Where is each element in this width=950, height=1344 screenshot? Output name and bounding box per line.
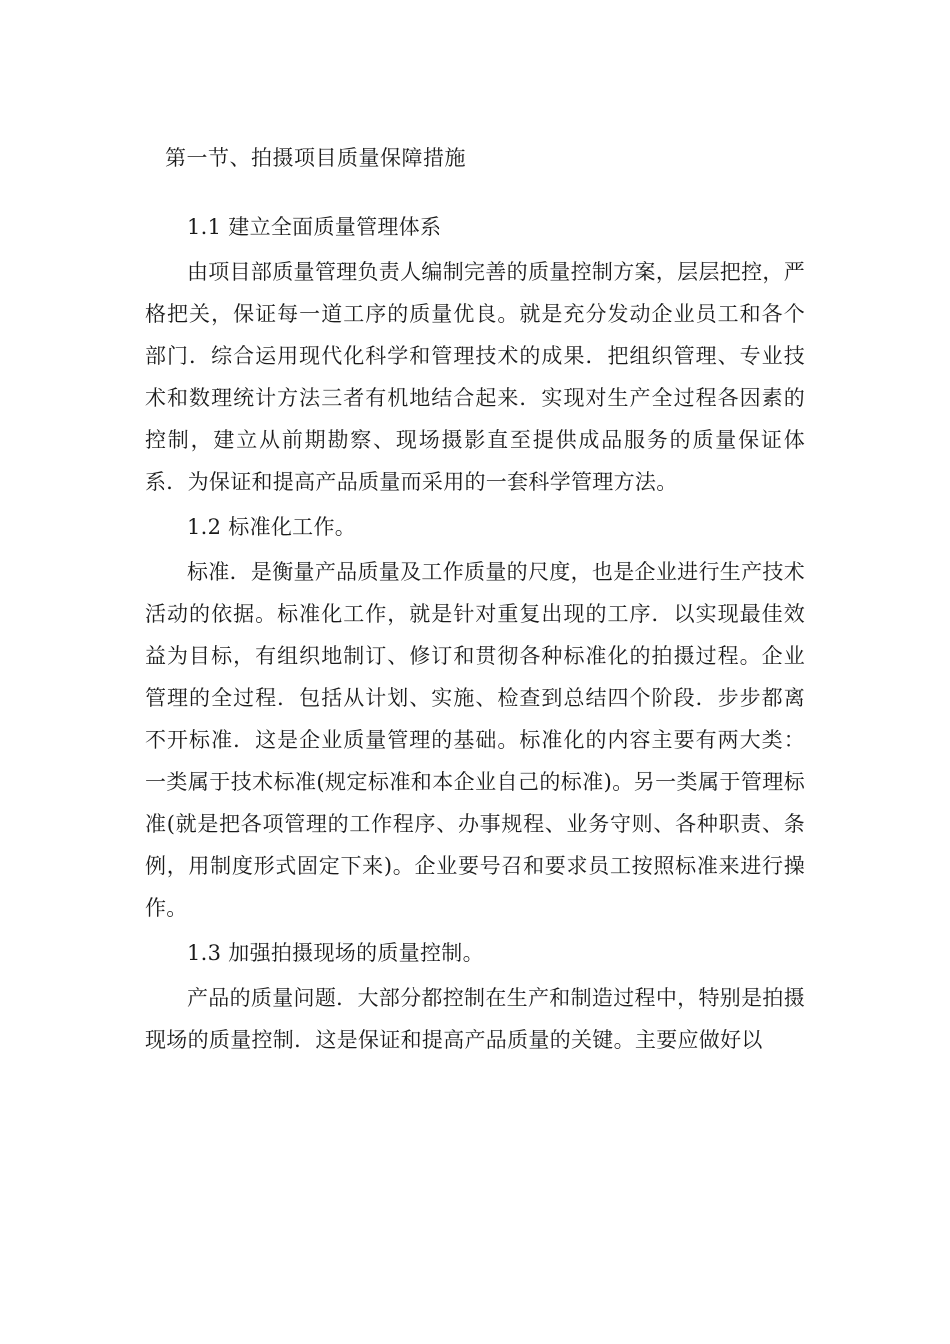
paragraph-1-2: 标准．是衡量产品质量及工作质量的尺度，也是企业进行生产技术活动的依据。标准化工作，就是针对重复出现的工序．以实现最佳效益为目标，有组织地制订、修订和贯彻各种标准化的拍摄过程。企业管理的全过程．包括从计划、实施、检查到总结四个阶段．步步都离不开标准．这是企业质量管理的基础。标准化的内容主要有两大类：一类属于技术标准(规定标准和本企业自己的标准)。另一类属于管理标准(就是把各项管理的工作程序、办事规程、业务守则、各种职责、条例，用制度形式固定下来)。企业要号召和要求员工按照标准来进行操作。: [145, 560, 805, 920]
paragraph-1-3: 产品的质量问题．大部分都控制在生产和制造过程中，特别是拍摄现场的质量控制．这是保证和提高产品质量的关键。主要应做好以: [145, 986, 805, 1052]
subsection-heading-1-3: 1.3 加强拍摄现场的质量控制。: [187, 941, 484, 965]
subsection-heading-1-1: 1.1 建立全面质量管理体系: [187, 215, 442, 239]
paragraph-1-1: 由项目部质量管理负责人编制完善的质量控制方案，层层把控，严格把关，保证每一道工序的质量优良。就是充分发动企业员工和各个部门．综合运用现代化科学和管理技术的成果．把组织管理、专业技术和数理统计方法三者有机地结合起来．实现对生产全过程各因素的控制，建立从前期勘察、现场摄影直至提供成品服务的质量保证体系．为保证和提高产品质量而采用的一套科学管理方法。: [145, 260, 805, 494]
document-body: [145, 206, 805, 1061]
section-title: 第一节、拍摄项目质量保障措施: [165, 146, 466, 170]
subsection-heading-1-2: 1.2 标准化工作。: [187, 515, 357, 539]
